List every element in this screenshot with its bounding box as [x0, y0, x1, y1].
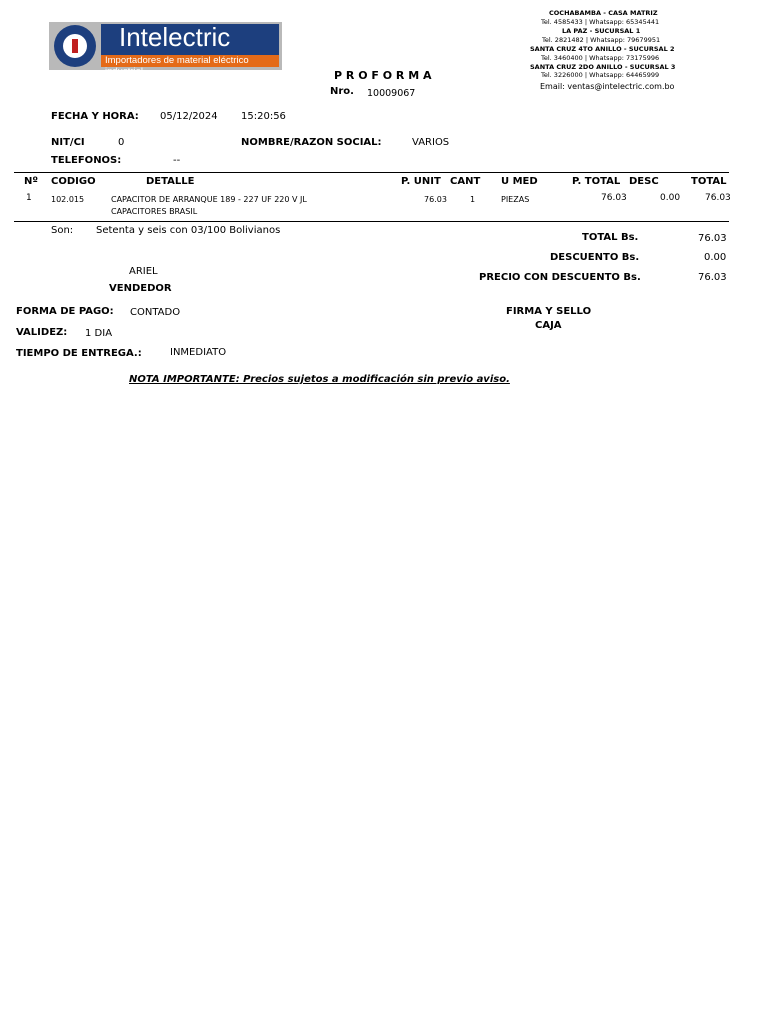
nombre-label: NOMBRE/RAZON SOCIAL: — [241, 137, 382, 148]
telefonos-value: -- — [173, 155, 181, 166]
table-bottom-rule — [14, 221, 729, 222]
hora-value: 15:20:56 — [241, 111, 286, 122]
forma-pago-value: CONTADO — [130, 307, 181, 318]
tiempo-value: INMEDIATO — [170, 347, 227, 358]
document-title: P R O F O R M A — [334, 69, 432, 82]
nit-label: NIT/CI — [51, 137, 85, 148]
nit-value: 0 — [118, 137, 125, 148]
row-detalle: CAPACITOR DE ARRANQUE 189 - 227 UF 220 V JL — [111, 195, 307, 204]
son-label: Son: — [51, 225, 74, 236]
seller-label: VENDEDOR — [109, 283, 172, 294]
telefonos-label: TELEFONOS: — [51, 155, 122, 166]
tiempo-label: TIEMPO DE ENTREGA.: — [16, 348, 142, 359]
col-num: Nº — [24, 176, 39, 187]
row-ptotal: 76.03 — [601, 193, 627, 203]
company-logo — [49, 22, 282, 77]
logo-name: Intelectric — [119, 22, 231, 52]
validez-value: 1 DIA — [85, 328, 113, 339]
company-email: Email: ventas@intelectric.com.bo — [540, 82, 675, 91]
fecha-label: FECHA Y HORA: — [51, 111, 139, 122]
logo-tagline: Importadores de material eléctrico industrial — [105, 55, 249, 77]
branch-phones: Tel. 2821482 | Whatsapp: 79679951 — [542, 36, 661, 44]
row-codigo: 102.015 — [51, 195, 85, 204]
precio-value: 76.03 — [698, 272, 727, 283]
nombre-value: VARIOS — [412, 137, 450, 148]
row-total: 76.03 — [705, 193, 731, 203]
important-note: NOTA IMPORTANTE: Precios sujetos a modificación sin previo aviso. — [129, 374, 510, 385]
row-punit: 76.03 — [424, 195, 447, 204]
branch-phones: Tel. 3460400 | Whatsapp: 73175996 — [541, 54, 660, 62]
col-detalle: DETALLE — [146, 176, 195, 187]
precio-label: PRECIO CON DESCUENTO Bs. — [479, 272, 641, 283]
branch-name: SANTA CRUZ 2DO ANILLO - SUCURSAL 3 — [530, 63, 676, 71]
son-value: Setenta y seis con 03/100 Bolivianos — [96, 225, 281, 236]
col-cant: CANT — [450, 176, 481, 187]
nro-value: 10009067 — [367, 88, 416, 99]
col-desc: DESC — [629, 176, 659, 187]
total-value: 76.03 — [698, 233, 727, 244]
col-ptotal: P. TOTAL — [572, 176, 621, 187]
row-umed: PIEZAS — [501, 195, 530, 204]
row-num: 1 — [26, 193, 32, 203]
col-codigo: CODIGO — [51, 176, 96, 187]
col-umed: U MED — [501, 176, 538, 187]
firma-label: FIRMA Y SELLO — [506, 306, 592, 317]
branch-name: LA PAZ - SUCURSAL 1 — [562, 27, 641, 35]
row-detalle-line2: CAPACITORES BRASIL — [111, 207, 198, 216]
validez-label: VALIDEZ: — [16, 327, 68, 338]
row-desc: 0.00 — [660, 193, 681, 203]
descuento-value: 0.00 — [704, 252, 727, 263]
seller-name: ARIEL — [129, 266, 158, 277]
col-punit: P. UNIT — [401, 176, 441, 187]
branch-name: SANTA CRUZ 4TO ANILLO - SUCURSAL 2 — [530, 45, 675, 53]
branch-phones: Tel. 4585433 | Whatsapp: 65345441 — [541, 18, 660, 26]
col-total: TOTAL — [691, 176, 727, 187]
caja-label: CAJA — [535, 320, 562, 331]
branch-phones: Tel. 3226000 | Whatsapp: 64465999 — [541, 71, 660, 79]
nro-label: Nro. — [330, 86, 354, 97]
forma-pago-label: FORMA DE PAGO: — [16, 306, 114, 317]
branch-name: COCHABAMBA - CASA MATRIZ — [549, 9, 658, 17]
descuento-label: DESCUENTO Bs. — [550, 252, 640, 263]
fecha-value: 05/12/2024 — [160, 111, 218, 122]
table-top-rule — [14, 172, 729, 173]
logo-emblem-icon — [54, 25, 96, 67]
total-label: TOTAL Bs. — [582, 232, 639, 243]
row-cant: 1 — [470, 195, 476, 204]
